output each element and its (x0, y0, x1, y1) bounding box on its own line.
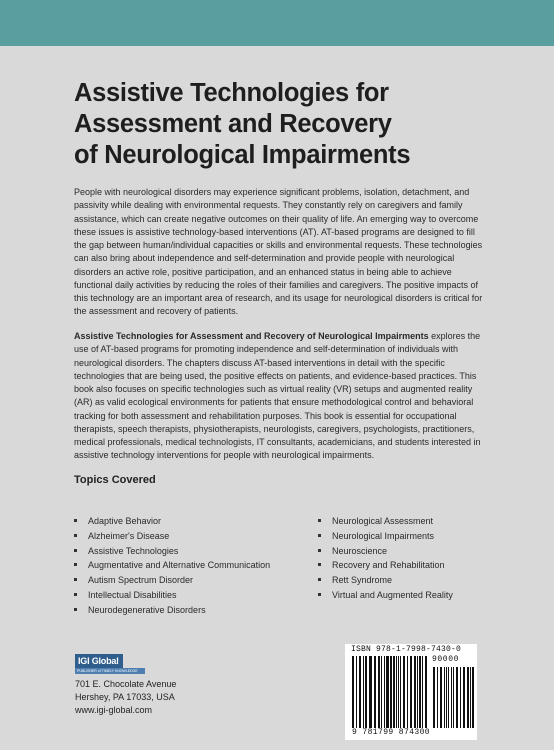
topic-label: Neurological Impairments (332, 530, 435, 541)
price-code: 90000 (432, 655, 460, 664)
bullet-icon (74, 593, 77, 596)
barcode-stripe (446, 667, 447, 728)
publisher-address (75, 678, 176, 717)
bullet-icon (318, 578, 321, 581)
topic-label: Assistive Technologies (88, 545, 179, 556)
barcode-stripe (352, 656, 354, 728)
topic-item (74, 544, 304, 559)
topics-list-left (74, 514, 304, 618)
barcode-stripe (472, 667, 474, 728)
barcode-stripe (470, 667, 471, 728)
barcode-stripe (425, 656, 427, 728)
summary-book-title: Assistive Technologies for Assessment and Recovery of Neurological Impairments (74, 331, 429, 341)
barcode-stripe (384, 656, 385, 728)
summary-paragraph (74, 330, 488, 463)
barcode-stripe (396, 656, 397, 728)
barcode-stripe (437, 667, 438, 728)
barcode-stripe (365, 656, 367, 728)
barcode-stripe (393, 656, 395, 728)
topic-label: Autism Spectrum Disorder (88, 575, 194, 586)
barcode-stripe (451, 667, 452, 728)
barcode-stripe (463, 667, 465, 728)
barcode-stripe (456, 667, 458, 728)
description-paragraph: People with neurological disorders may experience significant problems, isolation, detachment, and passivity while dealing with environmental requests. They constantly rely on caregivers and family assistance, which can create negative outcomes on their quality of life. An emerging way to overcome these issues is assistive technology-based interventions (AT). AT-based programs are designed to fill the gap between human/individual capacities or skills and environmental requests. These technologies can also bring about independence and self-determination and provide people with neurological disorders an active role, positive participation, and an enhanced status in being able to achieve functional daily activities by reducing the roles of their families and caregivers. The positive impacts of this technology are an important area of research, and its usage for neurological disorders is critical for the assessment and recovery of patients. (74, 187, 483, 317)
barcode-stripe (400, 656, 401, 728)
barcode-stripe (453, 667, 454, 728)
barcode-stripe (414, 656, 416, 728)
logo-tagline: PUBLISHER of TIMELY KNOWLEDGE (75, 668, 145, 674)
topic-item (74, 514, 304, 529)
top-color-band (0, 0, 554, 46)
topic-label: Neurodegenerative Disorders (88, 604, 206, 615)
topic-label: Augmentative and Alternative Communication (88, 560, 271, 571)
barcode-stripe (422, 656, 423, 728)
topic-item (318, 588, 518, 603)
barcode-stripe (440, 667, 442, 728)
topic-item (318, 573, 518, 588)
barcode-stripe (417, 656, 418, 728)
bullet-icon (318, 549, 321, 552)
barcode-stripe (378, 656, 380, 728)
topic-label: Alzheimer's Disease (88, 530, 170, 541)
address-city: Hershey, PA 17033, USA (75, 692, 175, 702)
topic-item (74, 588, 304, 603)
bullet-icon (74, 608, 77, 611)
topic-item (318, 514, 518, 529)
barcode-stripe (356, 656, 357, 728)
publisher-logo (75, 654, 145, 674)
topic-label: Rett Syndrome (332, 575, 393, 586)
topics-heading: Topics Covered (74, 474, 156, 486)
title-line: Assessment and Recovery (74, 110, 392, 138)
barcode-stripe (363, 656, 364, 728)
topic-item (318, 544, 518, 559)
topic-item (318, 529, 518, 544)
topic-item (74, 529, 304, 544)
bullet-icon (318, 519, 321, 522)
publisher-website: www.igi-global.com (75, 705, 153, 715)
topic-item (74, 558, 304, 573)
bullet-icon (74, 549, 77, 552)
barcode-stripe (369, 656, 372, 728)
summary-text: explores the use of AT-based programs for promoting independence and self-determination of individuals with neurological disorders. The chapters discuss AT-based interventions in detail with the specific technologies that are being used, the positive effects on patients, and evidence-based practices. This book also focuses on specific technologies such as virtual reality (VR) setups and augmented reality (AR) as valid ecological environments for patients that ensure methodological control and behavioral tracking for both assessment and rehabilitation purposes. This book is essential for occupational therapists, speech therapists, physiotherapists, neurologists, caregivers, psychologists, practitioners, medical professionals, medical technologists, IT consultants, academicians, and students interested in assistive technology interventions for people with neurological impairments. (74, 331, 481, 461)
barcode-stripe (407, 656, 408, 728)
address-street: 701 E. Chocolate Avenue (75, 679, 177, 689)
bullet-icon (318, 593, 321, 596)
isbn-label: ISBN 978-1-7998-7430-0 (351, 645, 462, 654)
barcode-stripe (381, 656, 382, 728)
barcode-stripe (448, 667, 449, 728)
price-barcode-icon (433, 667, 475, 728)
barcode-stripe (467, 667, 469, 728)
topics-list-right (318, 514, 518, 603)
ean-barcode-icon (352, 656, 430, 728)
barcode-stripe (403, 656, 405, 728)
bullet-icon (74, 563, 77, 566)
title-line: of Neurological Impairments (74, 141, 411, 169)
topic-label: Virtual and Augmented Reality (332, 589, 453, 600)
bullet-icon (74, 578, 77, 581)
ean-number: 9 781799 874300 (352, 728, 431, 737)
topic-label: Recovery and Rehabilitation (332, 560, 445, 571)
topic-item (318, 558, 518, 573)
topic-item (74, 573, 304, 588)
barcode-stripe (444, 667, 445, 728)
barcode-stripe (419, 656, 421, 728)
topic-label: Intellectual Disabilities (88, 589, 177, 600)
barcode-stripe (410, 656, 412, 728)
topic-item (74, 603, 304, 618)
topic-label: Neurological Assessment (332, 516, 434, 526)
bullet-icon (74, 519, 77, 522)
barcode-stripe (386, 656, 389, 728)
title-line: Assistive Technologies for (74, 79, 389, 107)
topic-label: Neuroscience (332, 545, 388, 556)
barcode-stripe (374, 656, 376, 728)
barcode-stripe (433, 667, 435, 728)
barcode-stripe (460, 667, 461, 728)
topic-label: Adaptive Behavior (88, 516, 162, 526)
barcode-stripe (398, 656, 399, 728)
bullet-icon (74, 534, 77, 537)
bullet-icon (318, 534, 321, 537)
barcode-stripe (390, 656, 392, 728)
book-title (74, 78, 494, 171)
barcode-stripe (359, 656, 361, 728)
logo-wordmark: IGI Global (75, 654, 123, 668)
bullet-icon (318, 563, 321, 566)
